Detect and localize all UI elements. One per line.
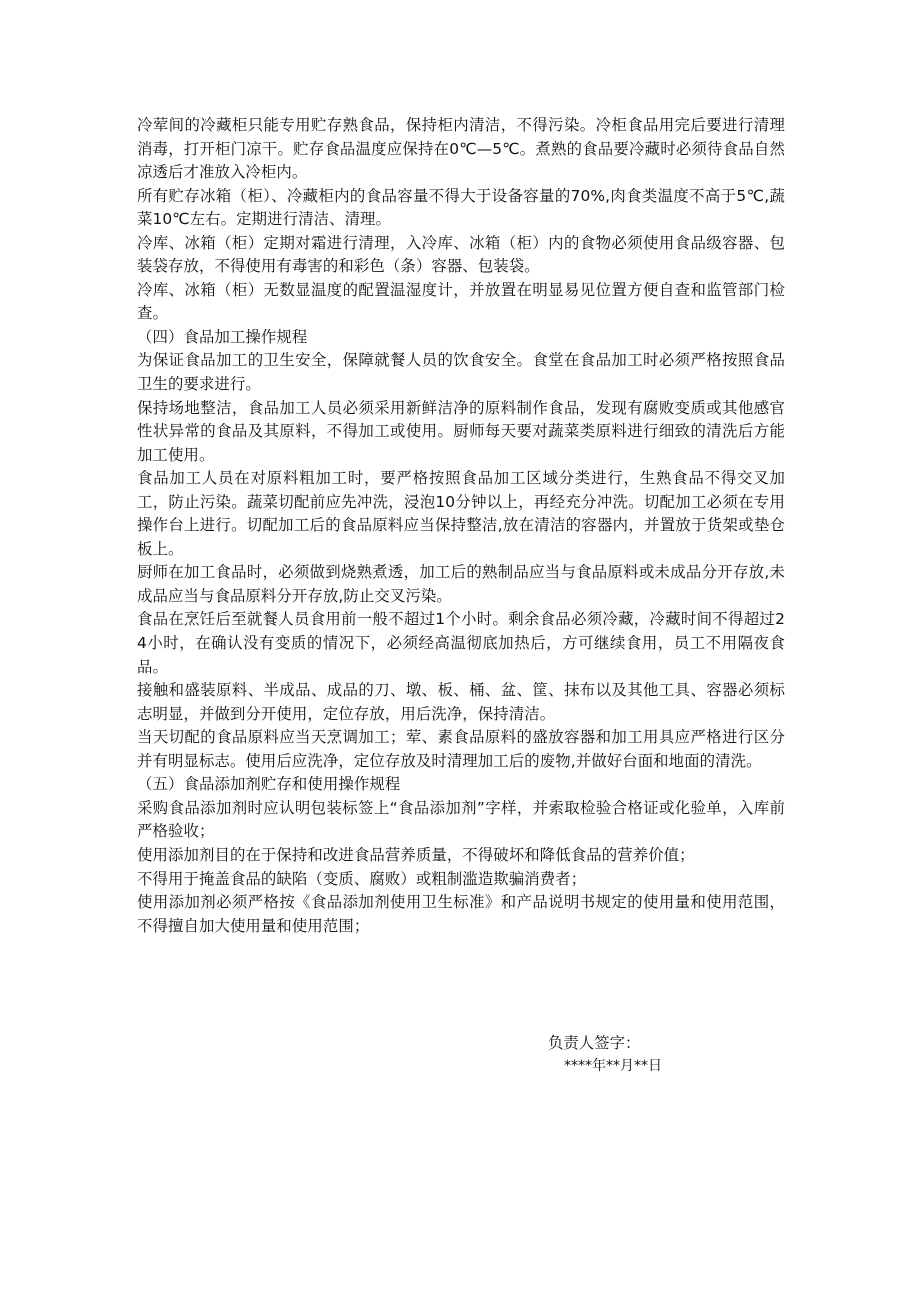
- paragraph-additive-standard: 使用添加剂必须严格按《食品添加剂使用卫生标准》和产品说明书规定的使用量和使用范围，不得擅自加大使用量和使用范围；: [137, 893, 785, 935]
- signature-date: ****年**月**日: [564, 1058, 662, 1074]
- signature-label: 负责人签字：: [548, 1034, 641, 1052]
- paragraph-tools-marking: 接触和盛装原料、半成品、成品的刀、墩、板、桶、盆、筐、抹布以及其他工具、容器必须标志明显，并做到分开使用，定位存放，用后洗净，保持清洁。: [137, 681, 785, 723]
- paragraph-same-day: 当天切配的食品原料应当天烹调加工；荤、素食品原料的盛放容器和加工用具应严格进行区分并有明显标志。使用后应洗净，定位存放及时清理加工后的废物,并做好台面和地面的清洗。: [137, 728, 785, 770]
- paragraph-cook-thoroughly: 厨师在加工食品时，必须做到烧熟煮透，加工后的熟制品应当与食品原料或未成品分开存放,未成品应当与食品原料分开存放,防止交叉污染。: [137, 563, 785, 605]
- paragraph-additive-purpose: 使用添加剂目的在于保持和改进食品营养质量，不得破坏和降低食品的营养价值；: [137, 845, 695, 864]
- paragraph-fridge-capacity: 所有贮存冰箱（柜）、冷藏柜内的食品容量不得大于设备容量的70%,肉食类温度不高于5℃,蔬菜10℃左右。定期进行清洁、清理。: [137, 186, 785, 229]
- paragraph-additive-purchase: 采购食品添加剂时应认明包装标签上“食品添加剂”字样，并索取检验合格证或化验单，入库前严格验收；: [137, 798, 785, 841]
- paragraph-processing-intro: 为保证食品加工的卫生安全，保障就餐人员的饮食安全。食堂在食品加工时必须严格按照食品卫生的要求进行。: [137, 351, 785, 394]
- section-heading-food-processing: （四）食品加工操作规程: [137, 327, 308, 346]
- paragraph-serving-time: 食品在烹饪后至就餐人员食用前一般不超过1个小时。剩余食品必须冷藏，冷藏时间不得超过24小时，在确认没有变质的情况下，必须经高温彻底加热后，方可继续食用，员工不用隔夜食品。: [137, 610, 785, 676]
- paragraph-site-clean: 保持场地整洁，食品加工人员必须采用新鲜洁净的原料制作食品，发现有腐败变质或其他感官性状异常的食品及其原料，不得加工或使用。厨师每天要对蔬菜类原料进行细致的清洗后方能加工使用。: [137, 398, 785, 464]
- paragraph-rough-processing: 食品加工人员在对原料粗加工时，要严格按照食品加工区域分类进行，生熟食品不得交叉加工，防止污染。蔬菜切配前应先冲洗，浸泡10分钟以上，再经充分冲洗。切配加工必须在专用操作台上进行。切配加工后的食品原料应当保持整洁,放在清洁的容器内，并置放于货架或垫仓板上。: [137, 469, 785, 558]
- signature-block: [548, 1032, 662, 1078]
- document-body: [137, 114, 785, 938]
- paragraph-additive-no-mask: 不得用于掩盖食品的缺陷（变质、腐败）或粗制滥造欺骗消费者；: [137, 869, 587, 888]
- paragraph-fridge-cold-dish: 冷荤间的冷藏柜只能专用贮存熟食品，保持柜内清洁，不得污染。冷柜食品用完后要进行清理消毒，打开柜门凉干。贮存食品温度应保持在0℃—5℃。煮熟的食品要冷藏时必须待食品自然凉透后才准放入冷柜内。: [137, 116, 785, 182]
- paragraph-defrost: 冷库、冰箱（柜）定期对霜进行清理，入冷库、冰箱（柜）内的食物必须使用食品级容器、包装袋存放，不得使用有毒害的和彩色（条）容器、包装袋。: [137, 233, 785, 276]
- paragraph-thermometer: 冷库、冰箱（柜）无数显温度的配置温湿度计，并放置在明显易见位置方便自查和监管部门检查。: [137, 280, 785, 323]
- section-heading-additives: （五）食品添加剂贮存和使用操作规程: [137, 775, 401, 794]
